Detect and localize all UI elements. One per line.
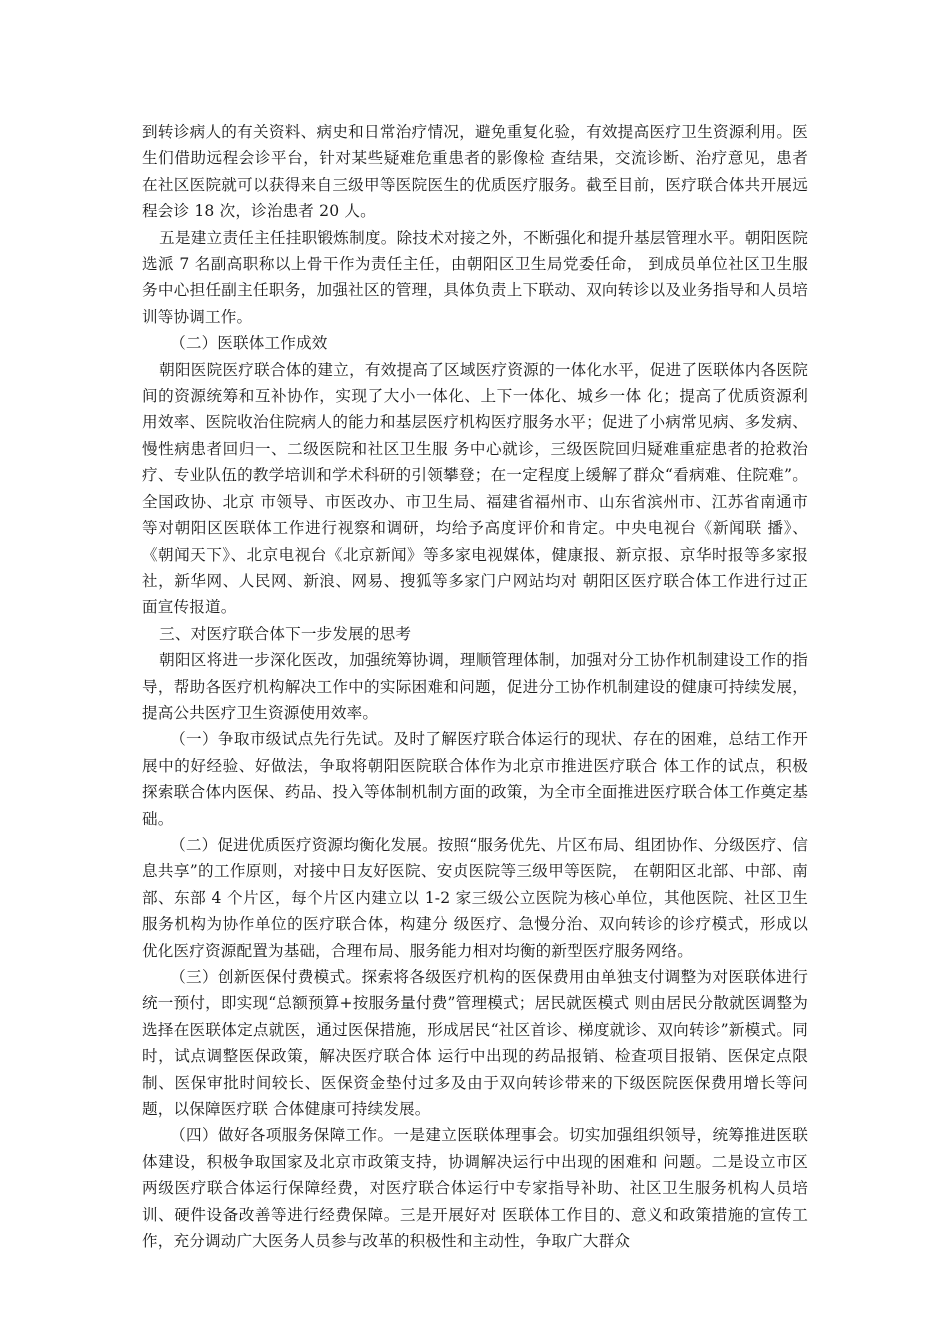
document-page <box>142 119 808 1254</box>
paragraph-insurance-payment: （三）创新医保付费模式。探索将各级医疗机构的医保费用由单独支付调整为对医联体进行统一预付，即实现“总额预算+按服务量付费”管理模式；居民就医模式 则由居民分散就医调整为选择在医联体定点就医，通过医保措施，形成居民“社区首诊、梯度就诊、双向转诊”新模式。同时，试点调整医保政策，解决医疗联合体 运行中出现的药品报销、检查项目报销、医保定点限制、医保审批时间较长、医保资金垫付过多及由于双向转诊带来的下级医院医保费用增长等问题，以保障医疗联 合体健康可持续发展。 <box>142 968 808 1119</box>
paragraph-achievements: 朝阳医院医疗联合体的建立，有效提高了区域医疗资源的一体化水平，促进了医联体内各医院间的资源统筹和互补协作，实现了大小一体化、上下一体化、城乡一体 化；提高了优质资源利用效率、医院收治住院病人的能力和基层医疗机构医疗服务水平；促进了小病常见病、多发病、慢性病患者回归一、二级医院和社区卫生服 务中心就诊，三级医院回归疑难重症患者的抢救治疗、专业队伍的教学培训和学术科研的引领攀登；在一定程度上缓解了群众“看病难、住院难”。全国政协、北京 市领导、市医改办、市卫生局、福建省福州市、山东省滨州市、江苏省南通市等对朝阳区医联体工作进行视察和调研，均给予高度评价和肯定。中央电视台《新闻联 播》、《朝闻天下》、北京电视台《北京新闻》等多家电视媒体，健康报、新京报、京华时报等多家报社，新华网、人民网、新浪、网易、搜狐等多家门户网站均对 朝阳区医疗联合体工作进行过正面宣传报道。 <box>142 360 808 617</box>
section-heading-next-steps: 三、对医疗联合体下一步发展的思考 <box>159 624 412 643</box>
paragraph-resource-balance: （二）促进优质医疗资源均衡化发展。按照“服务优先、片区布局、组团协作、分级医疗、信息共享”的工作原则，对接中日友好医院、安贞医院等三级甲等医院， 在朝阳区北部、中部、南部、东部 4 个片区，每个片区内建立以 1-2 家三级公立医院为核心单位，其他医院、社区卫生服务机构为协作单位的医疗联合体，构建分 级医疗、急慢分治、双向转诊的诊疗模式，形成以优化医疗资源配置为基础，合理布局、服务能力相对均衡的新型医疗服务网络。 <box>142 835 808 960</box>
paragraph-remote-consultation: 到转诊病人的有关资料、病史和日常治疗情况，避免重复化验，有效提高医疗卫生资源利用。医生们借助远程会诊平台，针对某些疑难危重患者的影像检 查结果，交流诊断、治疗意见，患者在社区医院就可以获得来自三级甲等医院医生的优质医疗服务。截至目前，医疗联合体共开展远程会诊 18 次，诊治患者 20 人。 <box>142 123 808 221</box>
section-heading-achievements: （二）医联体工作成效 <box>170 334 328 353</box>
paragraph-pilot: （一）争取市级试点先行先试。及时了解医疗联合体运行的现状、存在的困难，总结工作开展中的好经验、好做法，争取将朝阳医院联合体作为北京市推进医疗联合 体工作的试点，积极探索联合体内医保、药品、投入等体制机制方面的政策，为全市全面推进医疗联合体工作奠定基础。 <box>142 730 808 828</box>
paragraph-next-steps-intro: 朝阳区将进一步深化医改，加强统筹协调，理顺管理体制，加强对分工协作机制建设工作的指导，帮助各医疗机构解决工作中的实际困难和问题，促进分工协作机制建设的健康可持续发展，提高公共医疗卫生资源使用效率。 <box>142 651 808 722</box>
paragraph-responsible-director: 五是建立责任主任挂职锻炼制度。除技术对接之外，不断强化和提升基层管理水平。朝阳医院选派 7 名副高职称以上骨干作为责任主任，由朝阳区卫生局党委任命， 到成员单位社区卫生服务中心担任副主任职务，加强社区的管理，具体负责上下联动、双向转诊以及业务指导和人员培训等协调工作。 <box>142 228 808 326</box>
paragraph-service-support: （四）做好各项服务保障工作。一是建立医联体理事会。切实加强组织领导，统筹推进医联体建设，积极争取国家及北京市政策支持，协调解决运行中出现的困难和 问题。二是设立市区两级医疗联合体运行保障经费，对医疗联合体运行中专家指导补助、社区卫生服务机构人员培训、硬件设备改善等进行经费保障。三是开展好对 医联体工作目的、意义和政策措施的宣传工作，充分调动广大医务人员参与改革的积极性和主动性，争取广大群众 <box>142 1126 808 1251</box>
